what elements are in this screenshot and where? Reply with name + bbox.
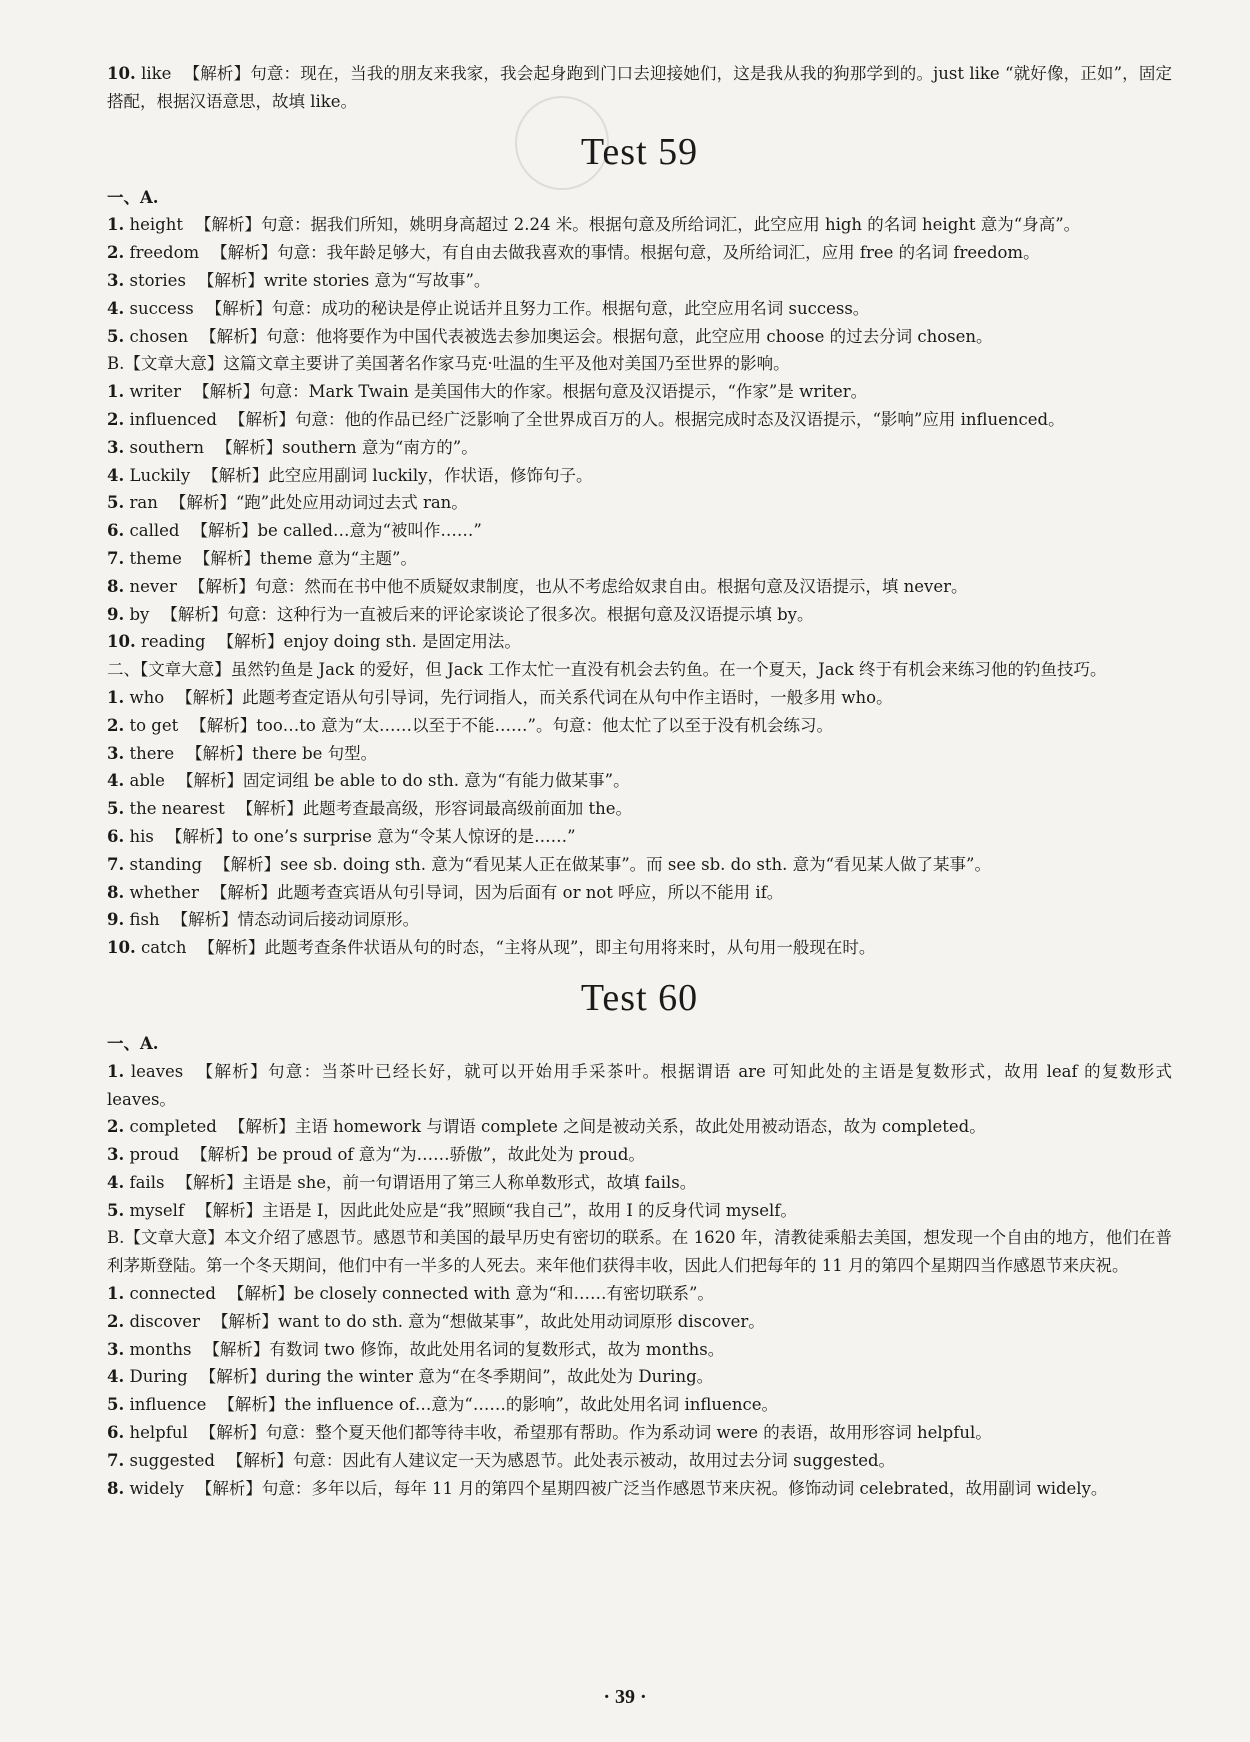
item-answer: leaves [130, 1061, 184, 1081]
answer-item [107, 545, 1172, 573]
item-explanation: 【解析】句意：据我们所知，姚明身高超过 2.24 米。根据句意及所给词汇，此空应用 high 的名词 height 意为“身高”。 [194, 215, 1081, 235]
answer-item [107, 295, 1172, 323]
item-answer: myself [129, 1200, 185, 1220]
item-number: 2. [107, 715, 125, 735]
item-explanation: 【解析】主语 homework 与谓语 complete 之间是被动关系，故此处用被动语态，故为 completed。 [228, 1117, 986, 1137]
item-answer: fish [129, 910, 160, 930]
answer-item [107, 767, 1172, 795]
item-answer: influence [129, 1395, 207, 1415]
item-answer: suggested [129, 1450, 215, 1470]
answer-item [107, 740, 1172, 768]
answer-item [107, 1308, 1172, 1336]
answer-item [107, 1141, 1172, 1169]
answer-item [107, 462, 1172, 490]
answer-item [107, 378, 1172, 406]
item-explanation: 【解析】主语是 I，因此此处应是“我”照顾“我自己”，故用 I 的反身代词 myself。 [196, 1200, 797, 1220]
item-answer: success [129, 298, 194, 318]
item-explanation: 【解析】句意：因此有人建议定一天为感恩节。此处表示被动，故用过去分词 suggested。 [226, 1450, 896, 1470]
item-explanation: 【解析】主语是 she，前一句谓语用了第三人称单数形式，故填 fails。 [176, 1172, 697, 1192]
item-explanation: 【解析】句意：然而在书中他不质疑奴隶制度，也从不考虑给奴隶自由。根据句意及汉语提示，填 never。 [188, 576, 968, 596]
item-explanation: 【解析】句意：我年龄足够大，有自由去做我喜欢的事情。根据句意，及所给词汇，应用 free 的名词 freedom。 [211, 243, 1040, 263]
item-answer: southern [129, 437, 205, 457]
item-number: 8. [107, 882, 125, 902]
answer-item [107, 406, 1172, 434]
item-answer: discover [129, 1311, 200, 1331]
item-number: 8. [107, 1478, 125, 1498]
item-number: 3. [107, 1339, 125, 1359]
item-explanation: 【解析】“跑”此处应用动词过去式 ran。 [169, 493, 468, 513]
item-number: 4. [107, 298, 125, 318]
answer-item [107, 879, 1172, 907]
item-answer: ran [129, 493, 158, 513]
item-answer: whether [129, 882, 199, 902]
answer-item [107, 489, 1172, 517]
item-answer: standing [129, 854, 203, 874]
item-answer: able [129, 771, 165, 791]
item-number: 3. [107, 1145, 125, 1165]
item-explanation: 【解析】句意：他将要作为中国代表被选去参加奥运会。根据句意，此空应用 choose 的过去分词 chosen。 [200, 326, 993, 346]
item-number: 2. [107, 409, 125, 429]
item-explanation: 【解析】theme 意为“主题”。 [193, 548, 417, 568]
item-explanation: 【解析】句意：他的作品已经广泛影响了全世界成百万的人。根据完成时态及汉语提示，“影响”应用 influenced。 [228, 409, 1065, 429]
item-explanation: 【解析】write stories 意为“写故事”。 [197, 270, 491, 290]
item-explanation: 【解析】句意：Mark Twain 是美国伟大的作家。根据句意及汉语提示，“作家”是 writer。 [193, 382, 868, 402]
item-number: 7. [107, 548, 125, 568]
item-explanation: 【解析】want to do sth. 意为“想做某事”，故此处用动词原形 discover。 [211, 1311, 765, 1331]
answer-item [107, 267, 1172, 295]
item-number: 1. [107, 1061, 125, 1081]
item-answer: there [129, 743, 175, 763]
item-explanation: 【解析】此题考查定语从句引导词，先行词指人，而关系代词在从句中作主语时，一般多用 who。 [176, 687, 893, 707]
item-explanation: 【解析】句意：多年以后，每年 11 月的第四个星期四被广泛当作感恩节来庆祝。修饰动词 celebrated，故用副词 widely。 [195, 1478, 1108, 1498]
item-explanation: 【解析】固定词组 be able to do sth. 意为“有能力做某事”。 [176, 771, 630, 791]
item-number: 4. [107, 1367, 125, 1387]
item-answer: influenced [129, 409, 217, 429]
item-number: 9. [107, 604, 125, 624]
item-answer: called [129, 521, 180, 541]
item-number: 4. [107, 465, 125, 485]
item-explanation: 【解析】句意：整个夏天他们都等待丰收，希望那有帮助。作为系动词 were 的表语，故用形容词 helpful。 [199, 1423, 992, 1443]
item-answer: proud [129, 1145, 180, 1165]
item-explanation: 【解析】too…to 意为“太……以至于不能……”。句意：他太忙了以至于没有机会练习。 [190, 715, 833, 735]
answer-item [107, 211, 1172, 239]
answer-item [107, 517, 1172, 545]
item-explanation: 【解析】southern 意为“南方的”。 [216, 437, 478, 457]
item-answer: Luckily [129, 465, 191, 485]
article-summary: B.【文章大意】本文介绍了感恩节。感恩节和美国的最早历史有密切的联系。在 1620 年，清教徒乘船去美国，想发现一个自由的地方，他们在普利茅斯登陆。第一个冬天期间，他们中有一半多的人死去。来年他们获得丰收，因此人们把每年的 11 月的第四个星期四当作感恩节来庆祝。 [107, 1228, 1172, 1276]
item-answer: connected [129, 1284, 216, 1304]
item-number: 1. [107, 1284, 125, 1304]
item-number: 3. [107, 743, 125, 763]
answer-item [107, 1169, 1172, 1197]
answer-page [107, 60, 1172, 1502]
item-number: 6. [107, 1423, 125, 1443]
answer-item: 10. like 【解析】句意：现在，当我的朋友来我家，我会起身跑到门口去迎接她们，这是我从我的狗那学到的。just like “就好像，正如”，固定搭配，根据汉语意思，故填 like。 [107, 64, 1172, 111]
answer-item [107, 1363, 1172, 1391]
answer-item [107, 1197, 1172, 1225]
item-number: 10. [107, 938, 136, 958]
item-explanation: 【解析】有数词 two 修饰，故此处用名词的复数形式，故为 months。 [203, 1339, 725, 1359]
test-title: Test 59 [580, 130, 699, 173]
page-number: · 39 · [603, 1686, 647, 1708]
item-explanation: 【解析】there be 句型。 [186, 743, 378, 763]
answer-item [107, 712, 1172, 740]
answer-item [107, 934, 1172, 962]
item-number: 7. [107, 854, 125, 874]
item-number: 8. [107, 576, 125, 596]
item-answer: writer [129, 382, 182, 402]
item-answer: who [129, 687, 165, 707]
item-answer: the nearest [129, 799, 225, 819]
answer-item [107, 1475, 1172, 1503]
item-answer: widely [129, 1478, 184, 1498]
item-number: 1. [107, 382, 125, 402]
item-number: 10. [107, 632, 136, 652]
item-explanation: 【解析】此题考查最高级，形容词最高级前面加 the。 [236, 799, 633, 819]
item-explanation: 【解析】during the winter 意为“在冬季期间”，故此处为 During。 [199, 1367, 714, 1387]
item-explanation: 【解析】be proud of 意为“为……骄傲”，故此处为 proud。 [191, 1145, 645, 1165]
answer-item [107, 795, 1172, 823]
item-answer: theme [129, 548, 182, 568]
item-answer: fails [129, 1172, 165, 1192]
answer-item [107, 628, 1172, 656]
section-heading: 一、A. [107, 1033, 159, 1053]
item-number: 3. [107, 270, 125, 290]
answer-item [107, 1419, 1172, 1447]
item-number: 2. [107, 1311, 125, 1331]
item-explanation: 【解析】句意：这种行为一直被后来的评论家谈论了很多次。根据句意及汉语提示填 by。 [161, 604, 814, 624]
test-title: Test 60 [580, 976, 699, 1019]
item-number: 5. [107, 326, 125, 346]
answer-item [107, 323, 1172, 351]
item-answer: freedom [129, 243, 200, 263]
item-answer: During [129, 1367, 188, 1387]
item-explanation: 【解析】be closely connected with 意为“和……有密切联系”。 [227, 1284, 714, 1304]
item-answer: reading [140, 632, 206, 652]
item-number: 5. [107, 1395, 125, 1415]
article-summary: 二、【文章大意】虽然钓鱼是 Jack 的爱好，但 Jack 工作太忙一直没有机会去钓鱼。在一个夏天，Jack 终于有机会来练习他的钓鱼技巧。 [107, 660, 1107, 680]
item-explanation: 【解析】此题考查宾语从句引导词，因为后面有 or not 呼应，所以不能用 if。 [210, 882, 784, 902]
item-number: 4. [107, 771, 125, 791]
answer-item [107, 851, 1172, 879]
answer-item [107, 601, 1172, 629]
answer-item [107, 1447, 1172, 1475]
section-heading: 一、A. [107, 187, 159, 207]
item-answer: catch [140, 938, 187, 958]
item-number: 4. [107, 1172, 125, 1192]
item-answer: completed [129, 1117, 217, 1137]
item-answer: by [129, 604, 150, 624]
item-explanation: 【解析】be called…意为“被叫作……” [191, 521, 482, 541]
answer-item [107, 573, 1172, 601]
item-explanation: 【解析】句意：成功的秘诀是停止说话并且努力工作。根据句意，此空应用名词 success。 [205, 298, 870, 318]
answer-item [107, 906, 1172, 934]
answer-item [107, 1058, 1172, 1114]
item-number: 6. [107, 826, 125, 846]
item-number: 5. [107, 1200, 125, 1220]
item-number: 1. [107, 687, 125, 707]
item-answer: chosen [129, 326, 189, 346]
item-number: 6. [107, 521, 125, 541]
item-explanation: 【解析】the influence of…意为“……的影响”，故此处用名词 influence。 [218, 1395, 778, 1415]
item-explanation: 【解析】此题考查条件状语从句的时态，“主将从现”，即主句用将来时，从句用一般现在时。 [198, 938, 876, 958]
item-answer: months [129, 1339, 192, 1359]
item-explanation: 【解析】see sb. doing sth. 意为“看见某人正在做某事”。而 see sb. do sth. 意为“看见某人做了某事”。 [214, 854, 991, 874]
answer-item [107, 684, 1172, 712]
item-explanation: 【解析】to one’s surprise 意为“令某人惊讶的是……” [165, 826, 576, 846]
answer-item [107, 1113, 1172, 1141]
item-explanation: 【解析】情态动词后接动词原形。 [171, 910, 420, 930]
item-answer: to get [129, 715, 179, 735]
answer-item [107, 1280, 1172, 1308]
item-number: 3. [107, 437, 125, 457]
answer-item [107, 1336, 1172, 1364]
item-answer: never [129, 576, 177, 596]
item-number: 7. [107, 1450, 125, 1470]
answer-item [107, 239, 1172, 267]
answer-item [107, 1391, 1172, 1419]
item-number: 9. [107, 910, 125, 930]
item-number: 2. [107, 1117, 125, 1137]
item-answer: his [129, 826, 154, 846]
item-explanation: 【解析】enjoy doing sth. 是固定用法。 [217, 632, 521, 652]
answer-item [107, 434, 1172, 462]
item-number: 2. [107, 243, 125, 263]
item-answer: height [129, 215, 183, 235]
item-answer: helpful [129, 1423, 188, 1443]
item-explanation: 【解析】句意：当茶叶已经长好，就可以开始用手采茶叶。根据谓语 are 可知此处的主语是复数形式，故用 leaf 的复数形式 leaves。 [107, 1061, 1172, 1109]
item-answer: stories [129, 270, 186, 290]
item-number: 5. [107, 799, 125, 819]
item-number: 1. [107, 215, 125, 235]
article-summary: B.【文章大意】这篇文章主要讲了美国著名作家马克·吐温的生平及他对美国乃至世界的影响。 [107, 354, 790, 374]
item-explanation: 【解析】此空应用副词 luckily，作状语，修饰句子。 [202, 465, 593, 485]
item-number: 5. [107, 493, 125, 513]
answer-item [107, 823, 1172, 851]
